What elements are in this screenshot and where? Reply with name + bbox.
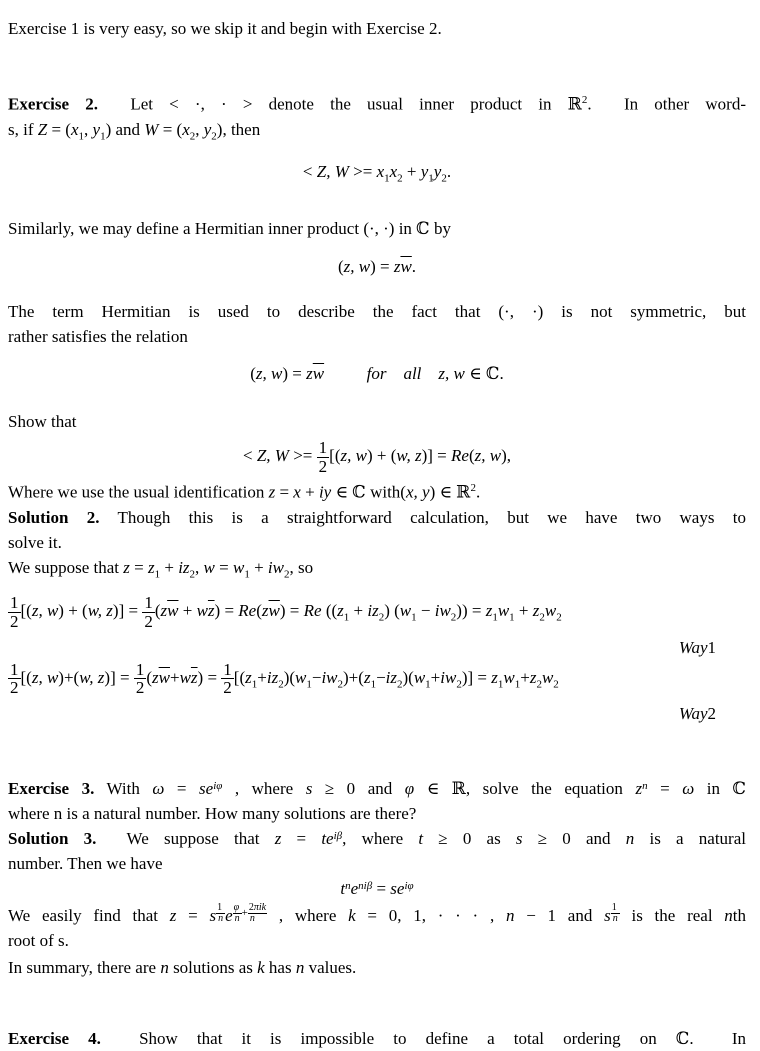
show-that-paragraph [8, 409, 746, 434]
roots-paragraph-line: root of s. [8, 931, 69, 951]
exercise-4-statement [8, 1026, 746, 1051]
equation-way-2 [8, 658, 746, 724]
solution-2-paragraph [8, 505, 746, 555]
solution-3-paragraph [8, 826, 746, 876]
roots-paragraph-line: We easily find that z = s $^{\frac{1}{n}}$ e $^{\frac{\varphi}{n} + 2\pi ik n}$ , where k = 0, 1, · · · , n − 1 and s $^{\frac{1}{n}}$ is the real nth [8, 902, 747, 926]
equation-way-2: $\frac{1}{2}$ [(z, w)+(w, z)] = $\frac{1}{2}$ $(z\overline{w}+w\overline{z})$ = $\frac{1}{2}$ $[(z_1+iz_2)(w_1-iw_2)+(z_1-iz_2)(w_1+iw_2)] = z_1w_1+z_2w_2$ [10, 659, 559, 698]
identification-paragraph-line: Where we use the usual identification z = x + iy ∈ ℂ with(x, y) ∈ ℝ$^2$. [8, 482, 481, 503]
exercise-3-statement-line: Exercise 3. With $\omega = se^{i\varphi}$ , where s ≥ 0 and φ ∈ ℝ, solve the equation $z^n = \omega$ in ℂ [8, 779, 746, 799]
exercise-3-statement-line: where n is a natural number. How many solutions are there? [8, 804, 417, 824]
equation-hermitian-product: (z, $w) = z\overline{w}$. [337, 257, 417, 277]
solution-3-paragraph-line: Solution 3. We suppose that $z = te^{i\beta}$, where t ≥ 0 as s ≥ 0 and n is a natural [8, 829, 746, 849]
suppose-paragraph-line: We suppose that $z = z_1 + iz_2$, $w = w_1 + iw_2$, so [8, 558, 314, 581]
exercise-3-statement [8, 776, 746, 826]
exercise-2-statement-line: Exercise 2. Let < ·, · > denote the usual inner product in ℝ$^2$. In other word- [8, 94, 746, 114]
intro-paragraph-line: Exercise 1 is very easy, so we skip it and begin with Exercise 2. [8, 19, 442, 38]
equation-way-2-label: Way2 [678, 704, 716, 724]
solution-2-paragraph-line: Solution 2. Though this is a straightforward calculation, but we have two ways to [8, 508, 746, 528]
solution-3-paragraph-line: number. Then we have [8, 854, 163, 874]
equation-show-that: < Z, W >= $\frac{1}{2}$ [(z, w) + (w, z)] = Re(z, w), [243, 438, 511, 477]
equation-hermitian-product [8, 254, 746, 279]
equation-real-inner-product [8, 159, 746, 191]
exercise-4-statement-line: Exercise 4. Show that it is impossible to define a total ordering on ℂ. In [8, 1029, 746, 1049]
summary-paragraph [8, 955, 746, 980]
document-page [0, 16, 760, 1051]
equation-way-1: $\frac{1}{2}$ [(z, w) + (w, z)] = $\frac{1}{2}$ $(z\overline{w} + w\overline{z}) = Re(z\overline{w}) = Re$ $((z_1 + iz_2) (w_1 - iw_2)) = z_1w_1 + z_2w_2$ [10, 593, 562, 632]
hermitian-definition-paragraph-line: Similarly, we may define a Hermitian inner product (·, ·) in ℂ by [8, 219, 451, 239]
equation-exponential-form [8, 876, 746, 901]
hermitian-term-paragraph-line: rather satisfies the relation [8, 327, 188, 347]
equation-hermitian-relation [8, 361, 746, 386]
hermitian-term-paragraph [8, 299, 746, 349]
suppose-paragraph [8, 555, 746, 587]
equation-hermitian-relation: (z, $w) = z\overline{w}$ for all z, w ∈ ℂ. [250, 364, 504, 384]
exercise-2-statement-line: s, if $Z = (x_1$, $y_1$) and $W = (x_2$, $y_2$), then [8, 119, 261, 143]
hermitian-term-paragraph-line: The term Hermitian is used to describe the fact that (·, ·) is not symmetric, but [8, 302, 746, 322]
summary-paragraph-line: In summary, there are n solutions as k has n values. [8, 958, 357, 978]
intro-paragraph [8, 16, 746, 41]
identification-paragraph [8, 476, 746, 505]
show-that-paragraph-line: Show that [8, 412, 77, 432]
equation-exponential-form: $t^ne^{ni\beta} = se^{i\varphi}$ [340, 879, 414, 899]
equation-show-that [8, 436, 746, 476]
equation-way-1-label: Way1 [678, 637, 716, 657]
exercise-2-statement [8, 88, 746, 149]
equation-way-1 [8, 591, 746, 657]
hermitian-definition-paragraph [8, 216, 746, 241]
solution-2-paragraph-line: solve it. [8, 533, 62, 553]
roots-paragraph [8, 903, 746, 953]
equation-real-inner-product: < Z, $W >= x_1x_2 + y_1y_2$. [302, 162, 452, 185]
